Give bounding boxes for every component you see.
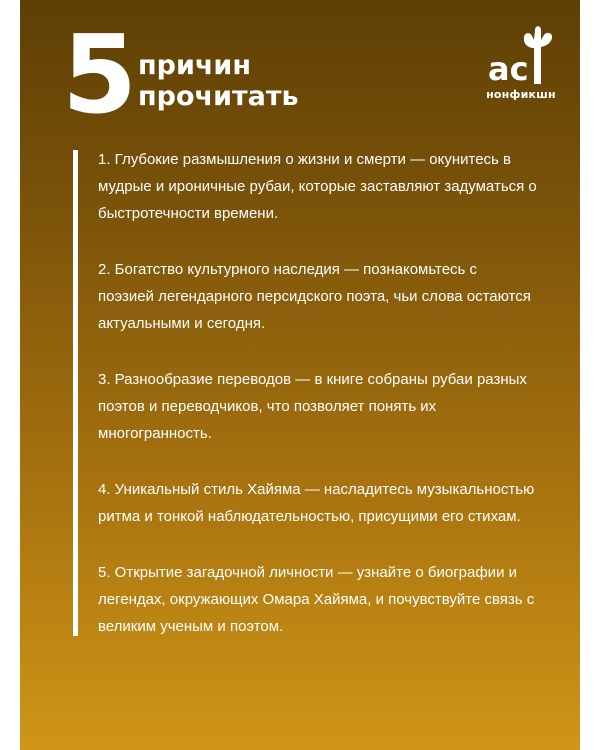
reasons-list: [98, 146, 578, 669]
reason-line: поэзией легендарного персидского поэта, чьи слова остаются: [98, 288, 531, 305]
reason-item-5: [98, 559, 578, 640]
reason-line: 1. Глубокие размышления о жизни и смерти — окунитесь в: [98, 151, 511, 168]
logo-label: нонфикшн: [486, 88, 556, 101]
reason-line: поэтов и переводчиков, что позволяет понять их: [98, 398, 437, 415]
promo-card: [20, 0, 580, 750]
reason-line: актуальными и сегодня.: [98, 315, 266, 332]
headline-line-2: прочитать: [138, 81, 299, 112]
reason-line: быстротечности времени.: [98, 205, 279, 222]
big-number: 5: [62, 13, 136, 138]
headline: [138, 50, 299, 112]
reason-item-3: [98, 366, 578, 447]
reason-item-4: [98, 476, 578, 530]
reason-line: 3. Разнообразие переводов — в книге собраны рубаи разных: [98, 371, 527, 388]
logo-letters: ac: [488, 50, 529, 88]
reason-line: 2. Богатство культурного наследия — познакомьтесь с: [98, 261, 478, 278]
reason-item-1: [98, 146, 578, 227]
headline-line-1: причин: [138, 50, 252, 81]
reason-line: 5. Открытие загадочной личности — узнайте о биографии и: [98, 564, 517, 581]
reason-line: мудрые и ироничные рубаи, которые заставляют задуматься о: [98, 178, 537, 195]
reason-line: ритма и тонкой наблюдательностью, присущими его стихам.: [98, 508, 521, 525]
reason-line: многогранность.: [98, 425, 212, 442]
reason-line: легендах, окружающих Омара Хайяма, и почувствуйте связь с: [98, 591, 535, 608]
reason-line: 4. Уникальный стиль Хайяма — насладитесь музыкальностью: [98, 481, 535, 498]
ast-logo-graphic: [482, 22, 562, 90]
reason-item-2: [98, 256, 578, 337]
reason-line: великим ученым и поэтом.: [98, 618, 284, 635]
publisher-logo: [482, 22, 562, 102]
vertical-divider: [73, 150, 78, 636]
